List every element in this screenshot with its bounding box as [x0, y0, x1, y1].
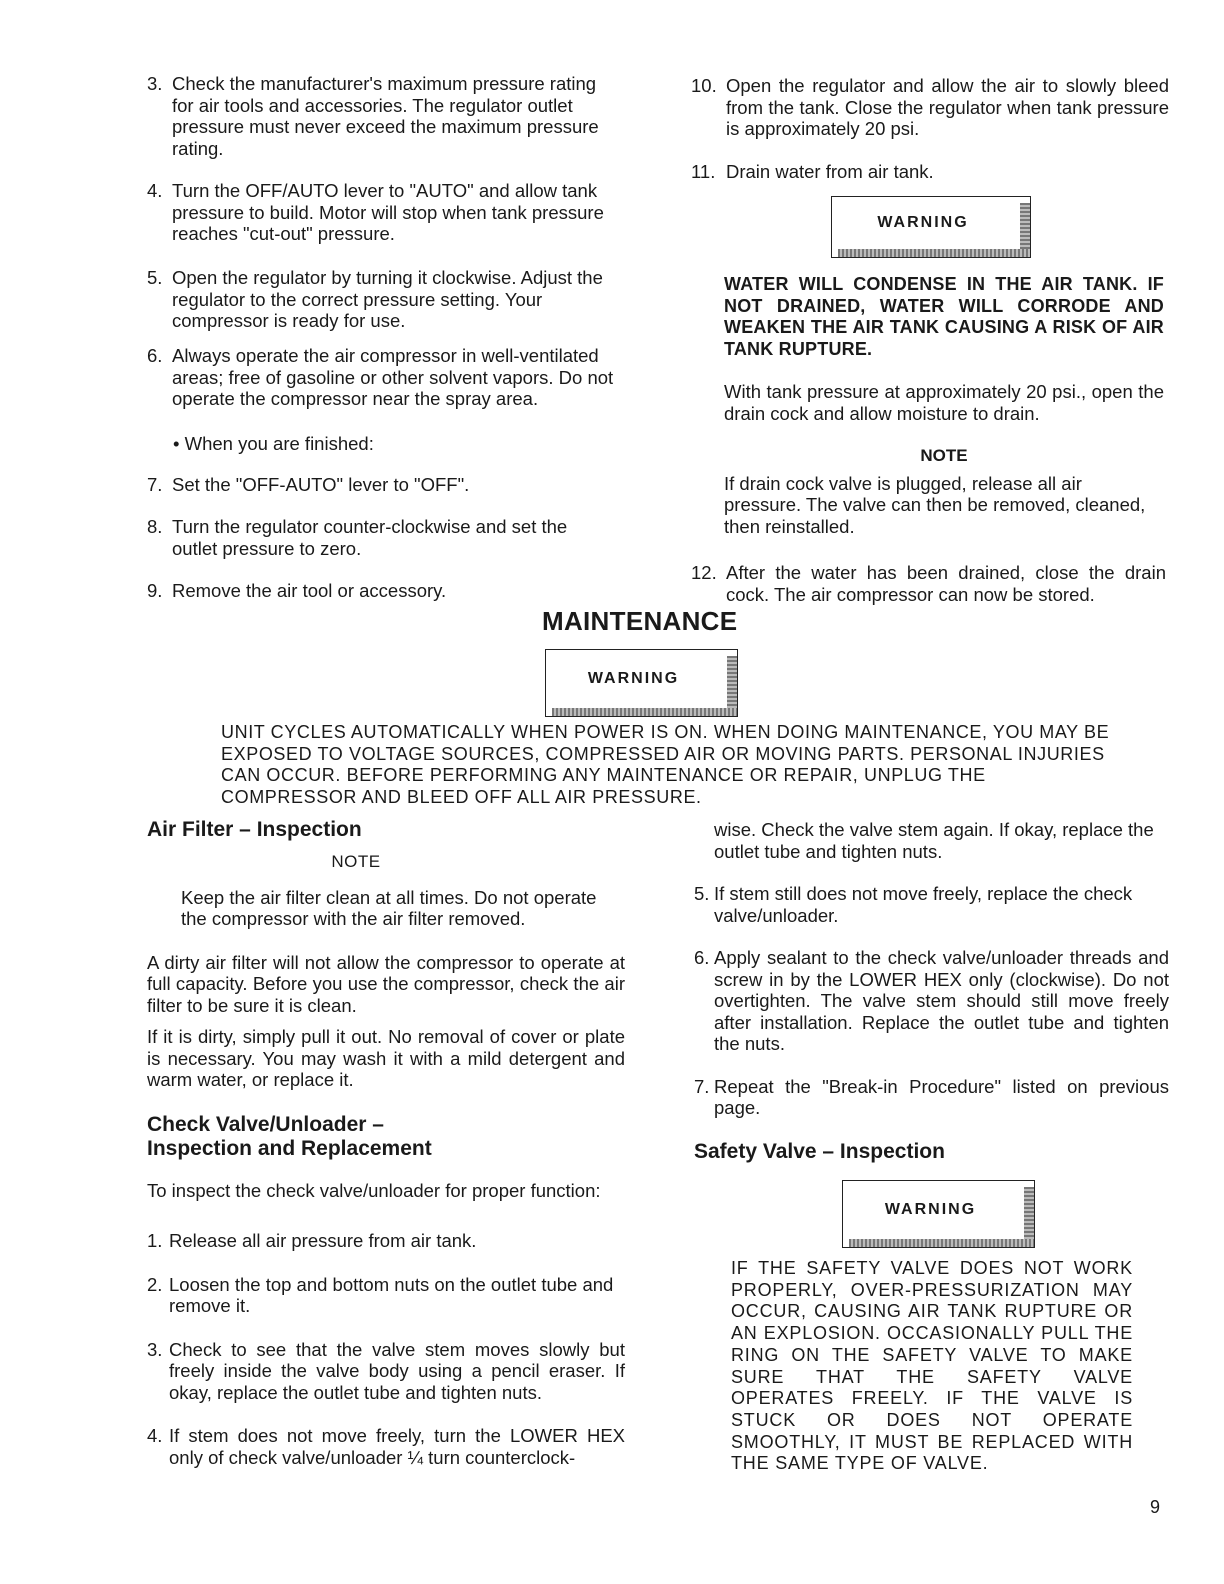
air-filter-heading: Air Filter – Inspection [147, 818, 362, 841]
step-text: Loosen the top and bottom nuts on the outlet tube and remove it. [169, 1273, 614, 1316]
drain-paragraph: With tank pressure at approximately 20 psi., open the drain cock and allow moisture to drain. [724, 381, 1164, 424]
step-text: Release all air pressure from air tank. [169, 1230, 477, 1251]
right-top-column [691, 75, 1169, 182]
step-8 [147, 516, 617, 559]
warning-text-drain: WATER WILL CONDENSE IN THE AIR TANK. IF NOT DRAINED, WATER WILL CORRODE AND WEAKEN THE AIR TANK CAUSING A RISK OF AIR TANK RUPTURE. [724, 274, 1164, 359]
step-number: 12. [691, 562, 717, 583]
step-text: Turn the regulator counter-clockwise and set the outlet pressure to zero. [172, 516, 568, 559]
step-text: Check the manufacturer's maximum pressure rating for air tools and accessories. The regulator outlet pressure must never exceed the maximum pressure rating. [172, 73, 599, 159]
step-5 [147, 267, 617, 337]
step-number: 4. [147, 180, 163, 201]
step-9 [147, 580, 617, 602]
note-heading: NOTE [920, 446, 968, 465]
step-12 [691, 562, 1166, 605]
step-number: 9. [147, 580, 163, 601]
air-filter-note-text: Keep the air filter clean at all times. Do not operate the compressor with the air filter removed. [181, 886, 597, 929]
step-number: 3. [147, 73, 163, 94]
step-text: If stem does not move freely, turn the LOWER HEX only of check valve/unloader ¼ turn counterclock- [169, 1425, 625, 1468]
warning-box-safety-valve [842, 1180, 1035, 1248]
step-number: 6. [147, 345, 163, 366]
air-filter-paragraph-2: If it is dirty, simply pull it out. No removal of cover or plate is necessary. You may wash it with a mild detergent and warm water, or replace it. [147, 1026, 625, 1090]
note-text: If drain cock valve is plugged, release all air pressure. The valve can then be removed, cleaned, then reinstalled. [724, 472, 1146, 537]
check-step-1 [147, 1230, 625, 1252]
step-10 [691, 75, 1169, 140]
step-number: 10. [691, 75, 717, 96]
warning-box-drain [831, 196, 1031, 258]
check-step-5 [694, 883, 1169, 926]
step-number: 4. [147, 1425, 163, 1446]
step-4 [147, 180, 617, 250]
step-number: 7. [694, 1075, 710, 1097]
check-step-3 [147, 1339, 625, 1404]
step-11 [691, 160, 1169, 183]
step-text: Always operate the air compressor in well-ventilated areas; free of gasoline or other solvent vapors. Do not operate the compressor near the spray area. [172, 345, 614, 409]
check-valve-heading-line-1: Check Valve/Unloader – [147, 1112, 384, 1136]
right-top-column-2 [724, 274, 1164, 537]
maintenance-title: MAINTENANCE [542, 606, 738, 636]
step-text: Set the "OFF-AUTO" lever to "OFF". [172, 473, 470, 495]
step-text: If stem still does not move freely, replace the check valve/unloader. [714, 883, 1133, 926]
check-step-2 [147, 1274, 625, 1317]
check-step-4-continued: wise. Check the valve stem again. If okay, replace the outlet tube and tighten nuts. [714, 819, 1154, 862]
step-6 [147, 345, 617, 415]
step-7 [147, 474, 617, 496]
step-number: 5. [147, 267, 163, 288]
air-filter-note-heading: NOTE [331, 852, 381, 871]
warning-label: WARNING [587, 670, 680, 688]
check-step-6 [694, 947, 1169, 1055]
step-text: After the water has been drained, close the drain cock. The air compressor can now be stored. [726, 562, 1166, 605]
step-number: 2. [147, 1273, 163, 1295]
step-number: 5. [694, 883, 710, 904]
check-valve-heading-line-2: Inspection and Replacement [147, 1136, 432, 1160]
box-shadow-right [727, 656, 737, 716]
box-shadow-right [1024, 1187, 1034, 1247]
step-number: 3. [147, 1338, 163, 1360]
step-number: 6. [694, 947, 710, 968]
warning-label: WARNING [884, 1201, 977, 1219]
step-number: 7. [147, 473, 163, 495]
warning-text-maintenance: UNIT CYCLES AUTOMATICALLY WHEN POWER IS ON. WHEN DOING MAINTENANCE, YOU MAY BE EXPOSED TO VOLTAGE SOURCES, COMPRESSED AIR OR MOVING PARTS. PERSONAL INJURIES CAN OCCUR. BEFORE PERFORMING ANY MAINTENANCE OR REPAIR, UNPLUG THE COMPRESSOR AND BLEED OFF ALL AIR PRESSURE. [221, 722, 1110, 807]
check-step-4 [147, 1425, 625, 1468]
check-valve-intro: To inspect the check valve/unloader for proper function: [147, 1179, 601, 1201]
box-shadow-bottom [849, 1239, 1034, 1247]
step-text: Turn the OFF/AUTO lever to "AUTO" and allow tank pressure to build. Motor will stop when tank pressure reaches "cut-out" pressure. [172, 180, 604, 244]
air-filter-paragraph-1: A dirty air filter will not allow the compressor to operate at full capacity. Before you use the compressor, check the air filter to be sure it is clean. [147, 951, 625, 1016]
warning-box-maintenance [545, 649, 738, 717]
step-number: 8. [147, 516, 163, 537]
safety-valve-heading: Safety Valve – Inspection [694, 1139, 945, 1163]
step-text: Open the regulator and allow the air to slowly bleed from the tank. Close the regulator when tank pressure is approximately 20 psi. [726, 75, 1169, 139]
page-number: 9 [1150, 1497, 1161, 1517]
step-number: 1. [147, 1230, 163, 1251]
step-text: Open the regulator by turning it clockwise. Adjust the regulator to the correct pressure setting. Your compressor is ready for use. [172, 267, 603, 331]
check-step-7 [694, 1076, 1169, 1119]
box-shadow-bottom [552, 708, 737, 716]
step-text: Drain water from air tank. [726, 160, 934, 182]
step-text: Repeat the "Break-in Procedure" listed on previous page. [714, 1075, 1169, 1118]
right-bottom-column [694, 819, 1169, 1164]
box-shadow-bottom [838, 249, 1030, 257]
step-12-wrap [691, 562, 1166, 605]
step-text: Check to see that the valve stem moves slowly but freely inside the valve body using a pencil eraser. If okay, replace the outlet tube and tighten nuts. [169, 1338, 625, 1403]
finished-bullet: • When you are finished: [173, 433, 374, 454]
left-bottom-column [147, 818, 625, 1468]
warning-text-safety-valve: IF THE SAFETY VALVE DOES NOT WORK PROPERLY, OVER-PRESSURIZATION MAY OCCUR, CAUSING AIR TANK RUPTURE OR AN EXPLOSION. OCCASIONALLY PULL THE RING ON THE SAFETY VALVE TO MAKE SURE THAT THE SAFETY VALVE OPERATES FREELY. IF THE VALVE IS STUCK OR DOES NOT OPERATE SMOOTHLY, IT MUST BE REPLACED WITH THE SAME TYPE OF VALVE. [731, 1258, 1133, 1474]
step-3 [147, 73, 617, 163]
step-text: Apply sealant to the check valve/unloader threads and screw in by the LOWER HEX only (clockwise). Do not overtighten. The valve stem should still move freely after installation. Replace the outlet tube and tighten the nuts. [714, 947, 1169, 1054]
warning-label: WARNING [877, 214, 969, 232]
left-top-column [147, 73, 617, 602]
step-number: 11. [691, 160, 716, 182]
step-text: Remove the air tool or accessory. [172, 580, 447, 601]
